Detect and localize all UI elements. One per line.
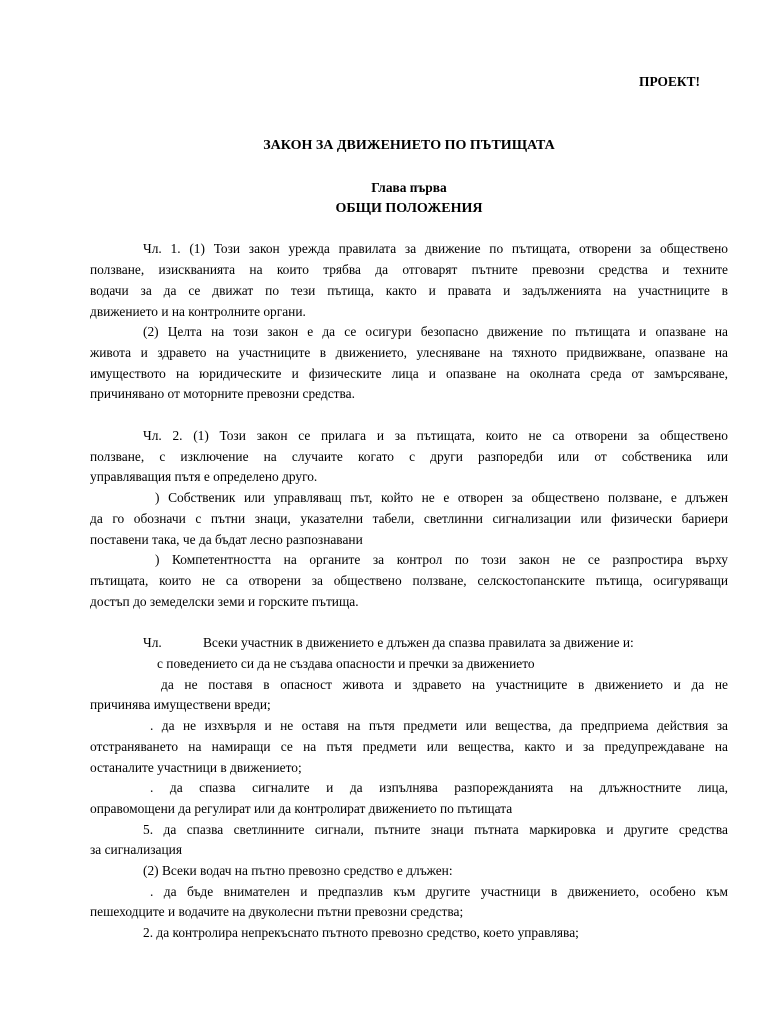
article-number: Чл.: [143, 635, 162, 650]
paragraph-line: да го обозначи с пътни знаци, указателни табели, светлинни сигнализации или физически бариери: [90, 511, 728, 526]
paragraph-line: (2) Целта на този закон е да се осигури безопасно движение по пътищата и опазване на: [143, 324, 728, 339]
paragraph-line: 5. да спазва светлинните сигнали, пътните знаци пътната маркировка и другите средства: [143, 822, 728, 837]
paragraph-line: движението и на контролните органи.: [90, 304, 306, 319]
paragraph-line: пътищата, които не са отворени за обществено ползване, селскостопанските пътища, осигуряващи: [90, 573, 728, 588]
paragraph-line: оправомощени да регулират или да контролират движението по пътищата: [90, 801, 513, 816]
law-title: ЗАКОН ЗА ДВИЖЕНИЕТО ПО ПЪТИЩАТА: [263, 138, 555, 153]
paragraph-line: за сигнализация: [90, 842, 182, 857]
paragraph-line: имуществото на юридическите и физическите лица и опазване на околната среда от замърсяване,: [90, 366, 728, 381]
paragraph-line: (2) Всеки водач на пътно превозно средство е длъжен:: [143, 863, 453, 878]
chapter-heading: ОБЩИ ПОЛОЖЕНИЯ: [335, 201, 483, 216]
paragraph-line: . да бъде внимателен и предпазлив към другите участници в движението, особено към: [150, 884, 728, 899]
paragraph-line: поставени така, че да бъдат лесно разпознавани: [90, 532, 363, 547]
paragraph-line: ) Компетентността на органите за контрол по този закон не се разпростира върху: [155, 552, 728, 567]
paragraph-line: живота и здравето на участниците в движението, улесняване на тяхното придвижване, опазване на: [90, 345, 728, 360]
paragraph-line: пешеходците и водачите на двуколесни пътни превозни средства;: [90, 904, 464, 919]
paragraph-line: причинява имуществени вреди;: [90, 697, 271, 712]
paragraph-line: . да спазва сигналите и да изпълнява разпорежданията на длъжностните лица,: [150, 780, 728, 795]
paragraph-line: останалите участници в движението;: [90, 760, 302, 775]
paragraph-line: . да не изхвърля и не оставя на пътя предмети или вещества, да предприема действия за: [150, 718, 728, 733]
paragraph-line: с поведението си да не създава опасности и пречки за движението: [157, 656, 535, 671]
paragraph-line: ползване, изискванията на които трябва да отговарят пътните превозни средства и техните: [90, 262, 728, 277]
paragraph-line: Чл. 1. (1) Този закон урежда правилата за движение по пътищата, отворени за обществено: [143, 241, 728, 256]
paragraph-line: 2. да контролира непрекъснато пътното превозно средство, което управлява;: [143, 925, 579, 940]
paragraph-line: да не поставя в опасност живота и здравето на участниците в движението и да не: [161, 677, 728, 692]
paragraph-line: отстраняването на намиращи се на пътя предмети или вещества, както и за предупреждаване на: [90, 739, 728, 754]
paragraph-line: управляващия пътя е определено друго.: [90, 469, 318, 484]
paragraph-line: достъп до земеделски земи и горските пътища.: [90, 594, 359, 609]
paragraph-line: водачи за да се движат по тези пътища, както и правата и задълженията на участниците в: [90, 283, 728, 298]
paragraph-line: ползване, с изключение на случаите когато с други разпоредби или от собственика или: [90, 449, 728, 464]
paragraph-line: Всеки участник в движението е длъжен да спазва правилата за движение и:: [203, 635, 634, 650]
paragraph-line: Чл. 2. (1) Този закон се прилага и за пътищата, които не са отворени за обществено: [143, 428, 728, 443]
draft-label: ПРОЕКТ!: [639, 74, 700, 89]
paragraph-line: ) Собственик или управляващ път, който не е отворен за обществено ползване, е длъжен: [155, 490, 728, 505]
paragraph-line: причинявано от моторните превозни средства.: [90, 386, 355, 401]
chapter-label: Глава първа: [371, 180, 447, 195]
